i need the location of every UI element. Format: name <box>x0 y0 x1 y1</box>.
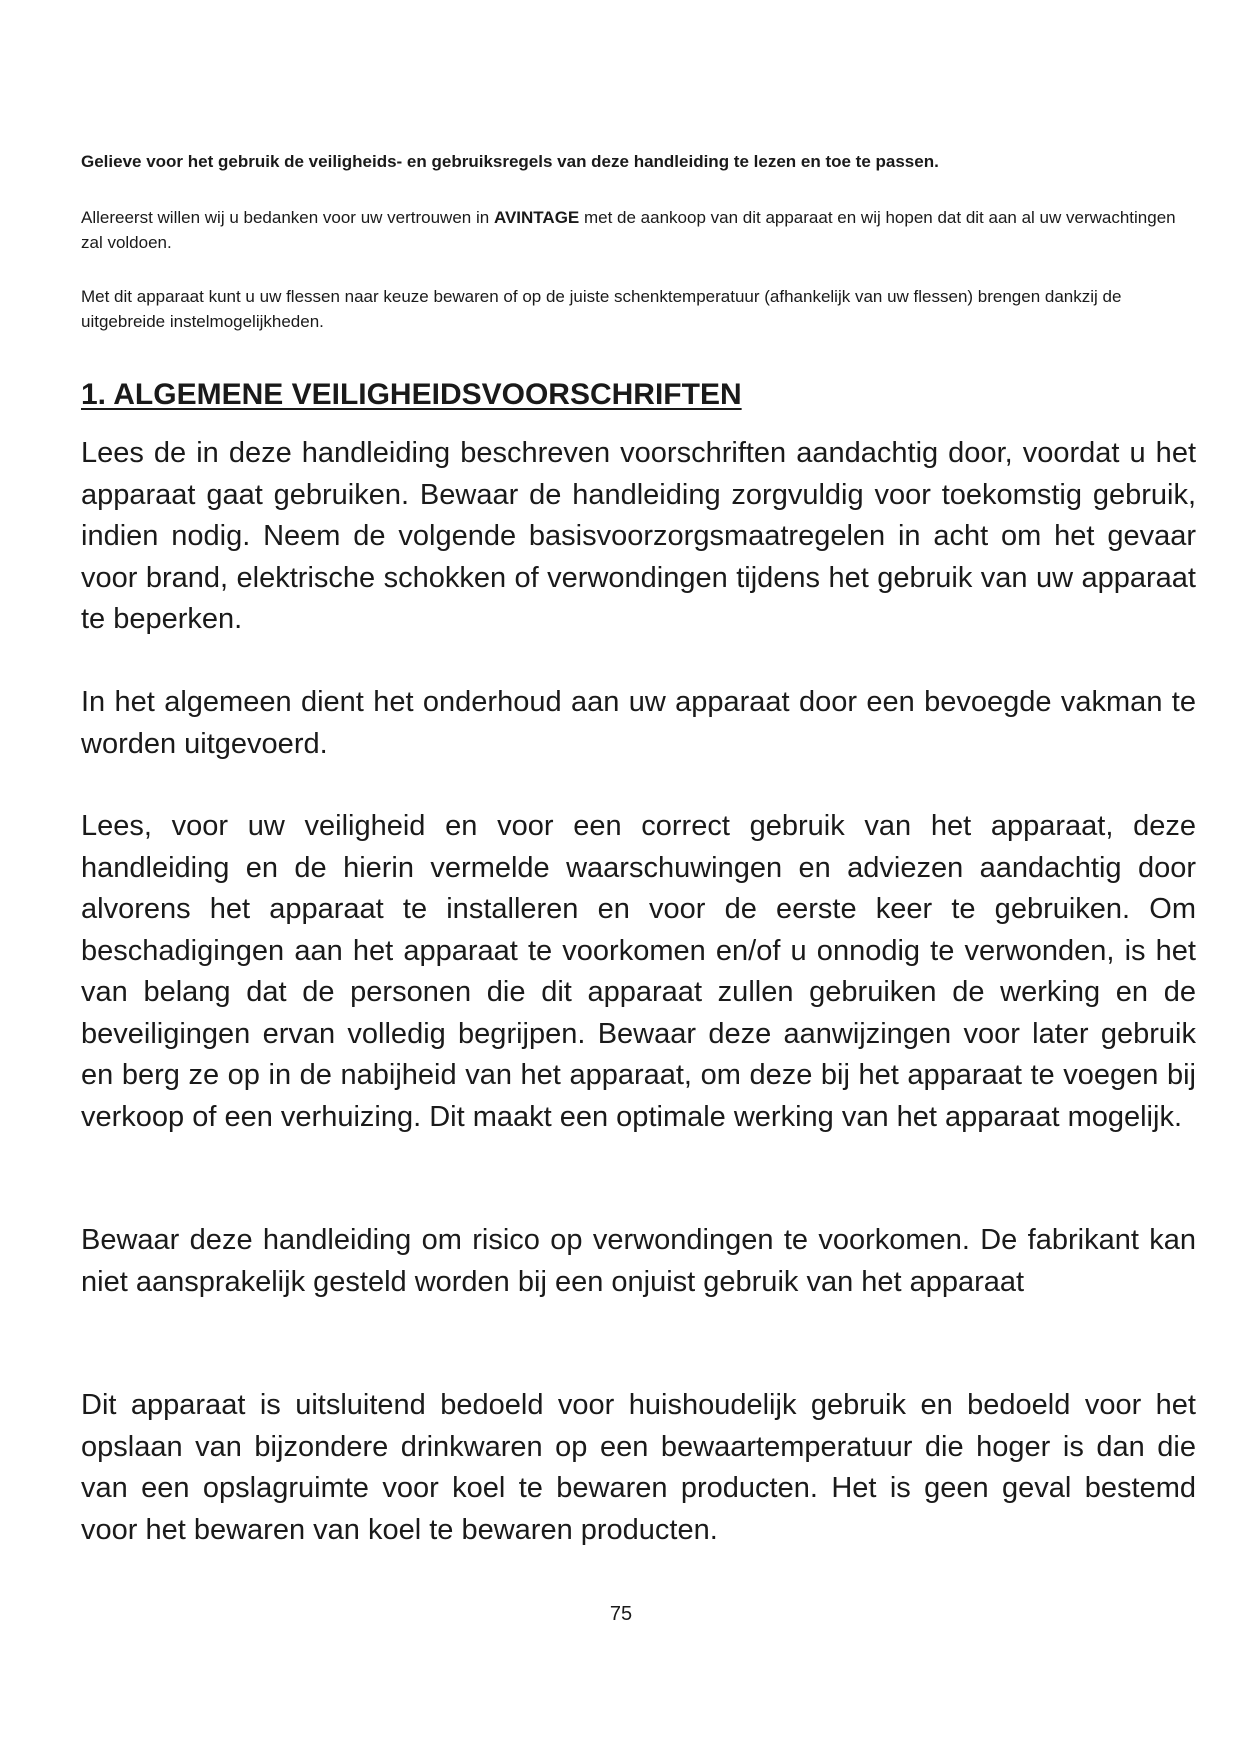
thanks-paragraph <box>81 205 1181 255</box>
brand-name: AVINTAGE <box>493 208 580 227</box>
manual-page <box>81 0 1211 1754</box>
body-paragraph-4: Bewaar deze handleiding om risico op verwondingen te voorkomen. De fabrikant kan niet aansprakelijk gesteld worden bij een onjuist gebruik van het apparaat <box>81 1224 1196 1298</box>
page-number: 75 <box>609 1603 633 1625</box>
safety-notice: Gelieve voor het gebruik de veiligheids- en gebruiksregels van deze handleiding te lezen en toe te passen. <box>81 152 939 171</box>
body-paragraph-3: Lees, voor uw veiligheid en voor een correct gebruik van het apparaat, deze handleiding en de hierin vermelde waarschuwingen en adviezen aandachtig door alvorens het apparaat te installeren en voor de eerste keer te gebruiken. Om beschadigingen aan het apparaat te voorkomen en/of u onnodig te verwonden, is het van belang dat de personen die dit apparaat zullen gebruiken de werking en de beveiligingen ervan volledig begrijpen. Bewaar deze aanwijzingen voor later gebruik en berg ze op in de nabijheid van het apparaat, om deze bij het apparaat te voegen bij verkoop of een verhuizing. Dit maakt een optimale werking van het apparaat mogelijk. <box>81 810 1196 1133</box>
thanks-text-start: Allereerst willen wij u bedanken voor uw vertrouwen in <box>81 208 494 227</box>
purpose-paragraph: Met dit apparaat kunt u uw flessen naar keuze bewaren of op de juiste schenktemperatuur (afhankelijk van uw flessen) brengen dankzij de uitgebreide instelmogelijkheden. <box>81 287 1122 331</box>
thanks-text-end: met de aankoop van dit apparaat en wij hopen dat dit aan al uw verwachtingen zal voldoen. <box>81 208 1176 252</box>
body-paragraph-2: In het algemeen dient het onderhoud aan uw apparaat door een bevoegde vakman te worden uitgevoerd. <box>81 686 1196 760</box>
section-heading: 1. ALGEMENE VEILIGHEIDSVOORSCHRIFTEN <box>81 378 742 411</box>
body-paragraph-1: Lees de in deze handleiding beschreven voorschriften aandachtig door, voordat u het apparaat gaat gebruiken. Bewaar de handleiding zorgvuldig voor toekomstig gebruik, indien nodig. Neem de volgende basisvoorzorgsmaatregelen in acht om het gevaar voor brand, elektrische schokken of verwondingen tijdens het gebruik van uw apparaat te beperken. <box>81 437 1196 635</box>
body-paragraph-5: Dit apparaat is uitsluitend bedoeld voor huishoudelijk gebruik en bedoeld voor het opslaan van bijzondere drinkwaren op een bewaartemperatuur die hoger is dan die van een opslagruimte voor koel te bewaren producten. Het is geen geval bestemd voor het bewaren van koel te bewaren producten. <box>81 1389 1196 1546</box>
